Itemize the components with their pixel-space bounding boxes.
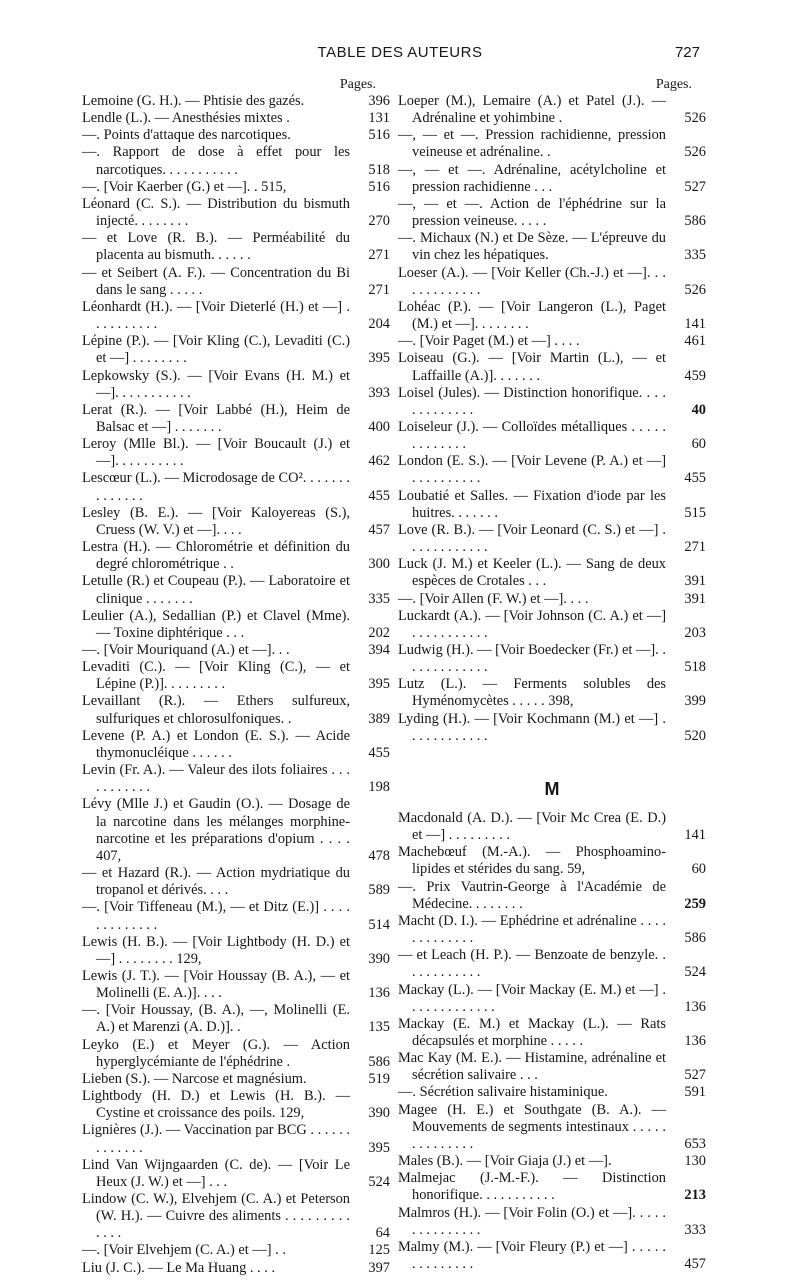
index-entry <box>82 368 390 402</box>
index-entry <box>82 230 390 264</box>
entry-text: Mackay (L.). — [Voir Mackay (E. M.) et —] . . . . . . . . . . . . . <box>398 981 666 1015</box>
entry-page-number: 514 <box>368 916 390 933</box>
index-entry <box>82 693 390 727</box>
index-entry <box>398 1102 706 1153</box>
entry-page-number: 526 <box>684 281 706 298</box>
entry-text: Lieben (S.). — Narcose et magnésium. <box>82 1070 307 1087</box>
entry-page-number: 462 <box>368 453 390 470</box>
entry-page-number: 393 <box>368 384 390 401</box>
entry-text: Letulle (R.) et Coupeau (P.). — Laboratoire et clinique . . . . . . . <box>82 573 350 607</box>
entry-text: Ludwig (H.). — [Voir Boedecker (Fr.) et —]. . . . . . . . . . . . . <box>398 642 666 676</box>
index-entry <box>82 127 390 144</box>
entry-text: Lightbody (H. D.) et Lewis (H. B.). — Cystine et croissance des poils. 129, <box>82 1088 350 1122</box>
entry-page-number: 136 <box>368 985 390 1002</box>
pages-label: Pages. <box>655 77 692 92</box>
entry-page-number: 516 <box>368 178 390 195</box>
index-entry <box>82 899 390 933</box>
entry-text: Luck (J. M.) et Keeler (L.). — Sang de deux espèces de Crotales . . . <box>398 556 666 590</box>
index-entry <box>82 144 390 178</box>
entry-text: Loiseau (G.). — [Voir Martin (L.), — et Laffaille (A.)]. . . . . . . <box>398 350 666 384</box>
index-entry <box>82 762 390 796</box>
index-entry <box>82 93 390 110</box>
right-column <box>398 76 706 1273</box>
entry-text: Luckardt (A.). — [Voir Johnson (C. A.) et —] . . . . . . . . . . . <box>398 607 666 641</box>
entry-page-number: 591 <box>684 1084 706 1101</box>
entry-page-number: 399 <box>684 693 706 710</box>
entry-page-number: 518 <box>368 161 390 178</box>
entry-page-number: 653 <box>684 1135 706 1152</box>
entry-text: Liu (J. C.). — Le Ma Huang . . . . <box>82 1259 276 1276</box>
entry-text: Levaillant (R.). — Ethers sulfureux, sulfuriques et chlorosulfoniques. . <box>82 693 350 727</box>
entry-text: Lyding (H.). — [Voir Kochmann (M.) et —] . . . . . . . . . . . . <box>398 710 666 744</box>
index-entry <box>398 1239 706 1273</box>
index-entry <box>398 591 706 608</box>
entry-text: Leroy (Mlle Bl.). — [Voir Boucault (J.) et —]. . . . . . . . . . <box>82 436 350 470</box>
index-entry <box>82 573 390 607</box>
entry-text: Lépine (P.). — [Voir Kling (C.), Levaditi (C.) et —] . . . . . . . . <box>82 333 350 367</box>
entry-text: Lepkowsky (S.). — [Voir Evans (H. M.) et —]. . . . . . . . . . . <box>82 367 350 401</box>
entry-page-number: 333 <box>684 1221 706 1238</box>
entry-page-number: 60 <box>691 861 706 878</box>
entry-page-number: 198 <box>368 779 390 796</box>
entry-page-number: 395 <box>368 1139 390 1156</box>
entry-text: Macht (D. I.). — Ephédrine et adrénaline . . . . . . . . . . . . . <box>398 912 666 947</box>
entry-page-number: 397 <box>368 1259 390 1276</box>
index-entry <box>398 162 706 196</box>
entry-page-number: 526 <box>684 144 706 161</box>
index-entry <box>82 470 390 504</box>
entry-page-number: 203 <box>684 624 706 641</box>
index-entry <box>82 608 390 642</box>
entry-page-number: 40 <box>691 401 706 418</box>
index-entry <box>398 488 706 522</box>
index-entry <box>398 982 706 1016</box>
entry-page-number: 204 <box>368 316 390 333</box>
entry-page-number: 271 <box>368 247 390 264</box>
page-number: 727 <box>674 44 700 61</box>
index-entry <box>398 676 706 710</box>
running-title: TABLE DES AUTEURS <box>317 44 483 61</box>
index-entry <box>398 1050 706 1084</box>
author-index-list <box>398 93 706 745</box>
index-entry <box>82 1002 390 1036</box>
entry-page-number: 389 <box>368 710 390 727</box>
entry-text: Levin (Fr. A.). — Valeur des ilots foliaires . . . . . . . . . . . <box>82 762 350 796</box>
entry-page-number: 519 <box>368 1070 390 1087</box>
entry-page-number: 271 <box>684 539 706 556</box>
author-index-list <box>82 93 390 1277</box>
entry-text: —. [Voir Tiffeneau (M.), — et Ditz (E.)] . . . . . . . . . . . . . <box>82 899 350 933</box>
index-entry <box>398 879 706 913</box>
entry-text: —. Prix Vautrin-George à l'Académie de Médecine. . . . . . . . <box>398 878 666 912</box>
running-head <box>0 44 800 66</box>
entry-page-number: 524 <box>684 964 706 981</box>
index-entry <box>82 110 390 127</box>
entry-text: Malmros (H.). — [Voir Folin (O.) et —]. . . . . . . . . . . . . . . <box>398 1204 666 1238</box>
index-entry <box>398 230 706 264</box>
entry-page-number: 455 <box>684 470 706 487</box>
index-entry <box>82 539 390 573</box>
entry-page-number: 457 <box>684 1256 706 1272</box>
entry-text: Loeser (A.). — [Voir Keller (Ch.-J.) et —]. . . . . . . . . . . . . <box>398 264 666 298</box>
entry-page-number: 335 <box>368 590 390 607</box>
index-entry <box>398 299 706 333</box>
entry-text: Levaditi (C.). — [Voir Kling (C.), — et Lépine (P.)]. . . . . . . . . <box>82 659 350 693</box>
entry-page-number: 518 <box>684 659 706 676</box>
entry-text: Macdonald (A. D.). — [Voir Mc Crea (E. D.) et —] . . . . . . . . . <box>398 809 666 844</box>
entry-page-number: 259 <box>684 895 706 912</box>
entry-text: Lind Van Wijngaarden (C. de). — [Voir Le Heux (J. W.) et —] . . . <box>82 1156 350 1190</box>
entry-text: —, — et —. Pression rachidienne, pression veineuse et adrénaline. . <box>398 127 666 161</box>
index-entry <box>398 265 706 299</box>
entry-text: Mackay (E. M.) et Mackay (L.). — Rats décapsulés et morphine . . . . . <box>398 1015 666 1049</box>
index-entry <box>82 1260 390 1277</box>
index-entry <box>398 419 706 453</box>
index-entry <box>82 265 390 299</box>
entry-page-number: 396 <box>368 93 390 109</box>
entry-text: Lewis (H. B.). — [Voir Lightbody (H. D.) et —] . . . . . . . . 129, <box>82 933 350 967</box>
index-entry <box>82 796 390 865</box>
entry-text: —. Rapport de dose à effet pour les narcotiques. . . . . . . . . . . <box>82 144 350 178</box>
entry-text: Machebœuf (M.-A.). — Phosphoamino-lipides et stérides du sang. 59, <box>398 844 666 878</box>
index-entry <box>82 728 390 762</box>
entry-page-number: 141 <box>684 827 706 844</box>
index-entry <box>398 844 706 878</box>
index-entry <box>82 865 390 899</box>
entry-text: Magee (H. E.) et Southgate (B. A.). — Mouvements de segments intestinaux . . . . . . . . . . . . . . <box>398 1101 666 1152</box>
entry-text: Loiseleur (J.). — Colloïdes métalliques . . . . . . . . . . . . . <box>398 418 666 453</box>
index-entry <box>398 522 706 556</box>
entry-text: Lemoine (G. H.). — Phtisie des gazés. <box>82 93 305 109</box>
entry-page-number: 135 <box>368 1019 390 1036</box>
entry-page-number: 395 <box>368 350 390 367</box>
entry-page-number: 136 <box>684 1032 706 1049</box>
entry-page-number: 391 <box>684 590 706 607</box>
index-entry <box>398 1170 706 1204</box>
entry-text: Lévy (Mlle J.) et Gaudin (O.). — Dosage de la narcotine dans les mélanges morphine-narcotine et les préparations d'opium . . . . 407, <box>82 796 350 864</box>
entry-page-number: 300 <box>368 556 390 573</box>
index-entry <box>398 1016 706 1050</box>
entry-text: Lerat (R.). — [Voir Labbé (H.), Heim de Balsac et —] . . . . . . . <box>82 401 350 435</box>
entry-text: —. [Voir Allen (F. W.) et —]. . . . <box>398 590 589 607</box>
entry-text: Lestra (H.). — Chlorométrie et définition du degré chlorométrique . . <box>82 539 350 573</box>
entry-text: Loisel (Jules). — Distinction honorifique. . . . . . . . . . . . . <box>398 384 666 418</box>
entry-page-number: 520 <box>684 727 706 744</box>
entry-page-number: 461 <box>684 333 706 350</box>
entry-page-number: 390 <box>368 1105 390 1122</box>
entry-page-number: 457 <box>368 521 390 538</box>
entry-text: Mac Kay (M. E.). — Histamine, adrénaline et sécrétion salivaire . . . <box>398 1050 666 1084</box>
entry-page-number: 455 <box>368 744 390 761</box>
index-entry <box>82 299 390 333</box>
entry-text: —. Michaux (N.) et De Sèze. — L'épreuve du vin chez les hépatiques. <box>398 230 666 264</box>
pages-label: Pages. <box>339 77 376 92</box>
entry-page-number: 391 <box>684 573 706 590</box>
entry-text: Lescœur (L.). — Microdosage de CO². . . . . . . . . . . . . . <box>82 470 350 504</box>
entry-text: Loubatié et Salles. — Fixation d'iode par les huitres. . . . . . . <box>398 487 666 521</box>
index-entry <box>82 333 390 367</box>
index-entry <box>398 711 706 745</box>
index-entry <box>398 642 706 676</box>
index-entry <box>82 1122 390 1156</box>
entry-page-number: 515 <box>684 504 706 521</box>
entry-page-number: 125 <box>368 1242 390 1259</box>
index-entry <box>82 505 390 539</box>
entry-page-number: 586 <box>684 930 706 947</box>
entry-text: Leulier (A.), Sedallian (P.) et Clavel (Mme). — Toxine diphtérique . . . <box>82 607 350 641</box>
entry-text: London (E. S.). — [Voir Levene (P. A.) et —] . . . . . . . . . . <box>398 453 666 487</box>
index-entry <box>398 127 706 161</box>
entry-text: —, — et —. Adrénaline, acétylcholine et pression rachidienne . . . <box>398 161 666 195</box>
index-entry <box>82 1157 390 1191</box>
entry-page-number: 395 <box>368 676 390 693</box>
entry-page-number: 527 <box>684 178 706 195</box>
entry-text: — et Leach (H. P.). — Benzoate de benzyle. . . . . . . . . . . . <box>398 947 666 981</box>
index-entry <box>398 556 706 590</box>
entry-page-number: 586 <box>368 1053 390 1070</box>
entry-text: Malmy (M.). — [Voir Fleury (P.) et —] . . . . . . . . . . . . . . <box>398 1238 666 1272</box>
index-entry <box>398 333 706 350</box>
entry-text: Lignières (J.). — Vaccination par BCG . . . . . . . . . . . . . <box>82 1122 350 1156</box>
author-index-list <box>398 810 706 1273</box>
index-entry <box>398 453 706 487</box>
index-entry <box>398 1153 706 1170</box>
entry-text: —. [Voir Mouriquand (A.) et —]. . . <box>82 642 290 658</box>
entry-text: Léonhardt (H.). — [Voir Dieterlé (H.) et —] . . . . . . . . . . <box>82 298 350 333</box>
entry-text: — et Hazard (R.). — Action mydriatique du tropanol et dérivés. . . . <box>82 865 350 899</box>
entry-page-number: 270 <box>368 213 390 230</box>
index-entry <box>398 913 706 947</box>
entry-page-number: 390 <box>368 950 390 967</box>
entry-text: Lindow (C. W.), Elvehjem (C. A.) et Peterson (W. H.). — Cuivre des aliments . . . . . . . . . . . . . <box>82 1191 350 1242</box>
index-entry <box>82 934 390 968</box>
entry-page-number: 60 <box>691 436 706 453</box>
entry-page-number: 394 <box>368 642 390 658</box>
entry-page-number: 400 <box>368 418 390 435</box>
entry-page-number: 271 <box>368 281 390 298</box>
entry-text: Lohéac (P.). — [Voir Langeron (L.), Paget (M.) et —]. . . . . . . . <box>398 298 666 333</box>
index-entry <box>82 659 390 693</box>
entry-page-number: 478 <box>368 847 390 864</box>
index-entry <box>398 350 706 384</box>
index-entry <box>398 1084 706 1101</box>
entry-page-number: 526 <box>684 110 706 127</box>
entry-text: Léonard (C. S.). — Distribution du bismuth injecté. . . . . . . . <box>82 195 350 230</box>
index-entry <box>398 196 706 230</box>
entry-page-number: 459 <box>684 367 706 384</box>
index-entry <box>82 968 390 1002</box>
index-entry <box>82 1071 390 1088</box>
entry-page-number: 213 <box>684 1187 706 1204</box>
entry-text: Lutz (L.). — Ferments solubles des Hyménomycètes . . . . . 398, <box>398 676 666 710</box>
entry-text: Levene (P. A.) et London (E. S.). — Acide thymonucléique . . . . . . <box>82 727 350 761</box>
index-entry <box>82 642 390 659</box>
index-entry <box>82 179 390 196</box>
entry-text: Lewis (J. T.). — [Voir Houssay (B. A.), — et Molinelli (E. A.)]. . . . <box>82 967 350 1002</box>
index-entry <box>398 947 706 981</box>
entry-text: —. [Voir Elvehjem (C. A.) et —] . . <box>82 1242 286 1259</box>
entry-text: — et Love (R. B.). — Perméabilité du placenta au bismuth. . . . . . <box>82 230 350 264</box>
index-entry <box>398 1205 706 1239</box>
entry-text: Loeper (M.), Lemaire (A.) et Patel (J.). — Adrénaline et yohimbine . <box>398 93 666 127</box>
entry-page-number: 64 <box>375 1225 390 1242</box>
index-entry <box>398 810 706 844</box>
entry-text: —. [Voir Kaerber (G.) et —]. . 515, <box>82 178 287 195</box>
index-entry <box>82 436 390 470</box>
index-entry <box>82 1088 390 1122</box>
entry-text: —, — et —. Action de l'éphédrine sur la pression veineuse. . . . . <box>398 195 666 230</box>
entry-page-number: 202 <box>368 624 390 641</box>
entry-text: Malmejac (J.-M.-F.). — Distinction honorifique. . . . . . . . . . . <box>398 1170 666 1204</box>
entry-page-number: 589 <box>368 882 390 899</box>
index-entry <box>82 402 390 436</box>
entry-text: —. [Voir Houssay, (B. A.), —, Molinelli (E. A.) et Marenzi (A. D.)]. . <box>82 1002 350 1036</box>
entry-page-number: 130 <box>684 1153 706 1170</box>
section-letter: M <box>544 778 560 799</box>
entry-text: —. [Voir Paget (M.) et —] . . . . <box>398 333 580 350</box>
left-column <box>82 76 390 1277</box>
index-entry <box>82 1037 390 1071</box>
entry-text: Love (R. B.). — [Voir Leonard (C. S.) et —] . . . . . . . . . . . . <box>398 521 666 556</box>
entry-text: Lendle (L.). — Anesthésies mixtes . <box>82 110 290 127</box>
entry-page-number: 586 <box>684 213 706 230</box>
entry-text: —. Points d'attaque des narcotiques. <box>82 127 291 144</box>
index-entry <box>398 385 706 419</box>
index-entry <box>82 1191 390 1242</box>
entry-page-number: 524 <box>368 1173 390 1190</box>
entry-text: —. Sécrétion salivaire histaminique. <box>398 1084 608 1101</box>
entry-page-number: 136 <box>684 998 706 1015</box>
entry-page-number: 131 <box>368 110 390 127</box>
entry-text: Males (B.). — [Voir Giaja (J.) et —]. <box>398 1153 612 1170</box>
entry-page-number: 516 <box>368 127 390 144</box>
entry-page-number: 335 <box>684 247 706 264</box>
entry-text: Leyko (E.) et Meyer (G.). — Action hyperglycémiante de l'éphédrine . <box>82 1036 350 1070</box>
index-entry <box>398 93 706 127</box>
entry-page-number: 141 <box>684 316 706 333</box>
entry-page-number: 455 <box>368 487 390 504</box>
index-entry <box>82 196 390 230</box>
entry-text: Lesley (B. E.). — [Voir Kaloyereas (S.), Cruess (W. V.) et —]. . . . <box>82 504 350 538</box>
entry-text: — et Seibert (A. F.). — Concentration du Bi dans le sang . . . . . <box>82 264 350 298</box>
entry-page-number: 527 <box>684 1067 706 1084</box>
index-entry <box>82 1242 390 1259</box>
index-entry <box>398 608 706 642</box>
